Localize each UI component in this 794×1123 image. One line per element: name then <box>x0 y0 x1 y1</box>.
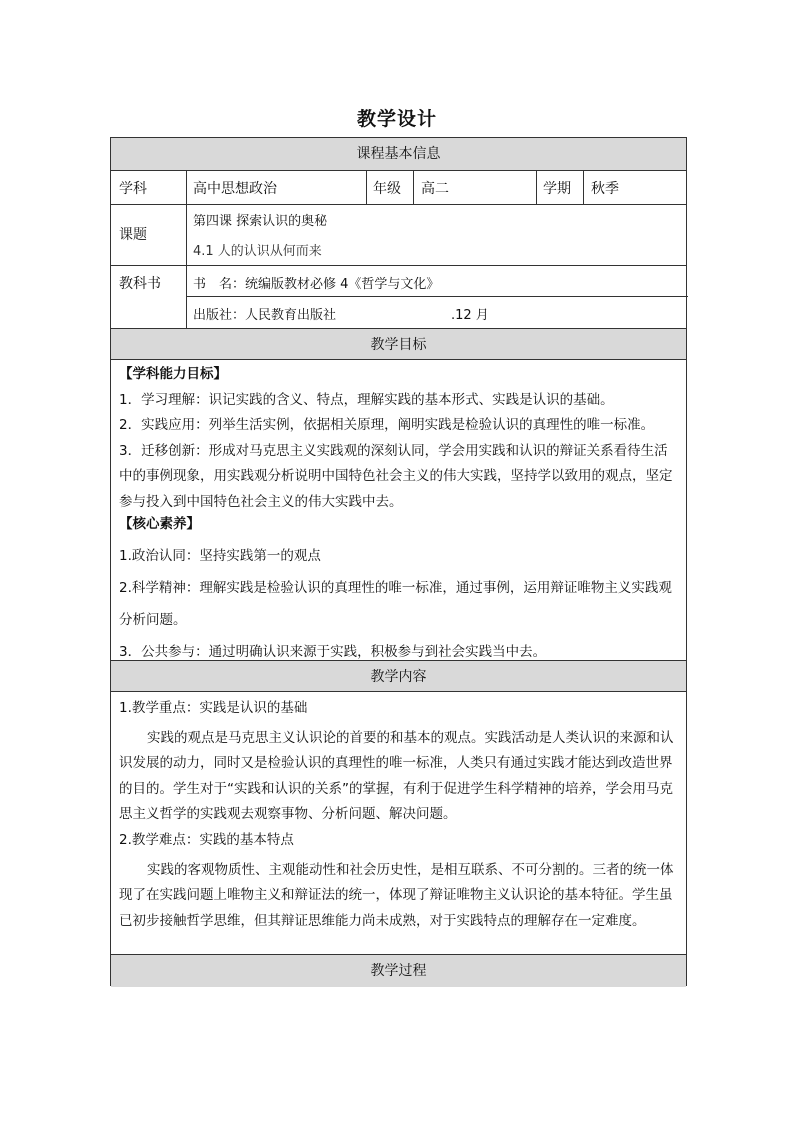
subject-value: 高中思想政治 <box>193 181 277 197</box>
term-label: 学期 <box>543 181 571 197</box>
textbook-name: 书 名：统编版教材必修 4《哲学与文化》 <box>193 277 440 292</box>
core-literacy <box>119 508 681 668</box>
core-item: 1.政治认同：坚持实践第一的观点 <box>119 548 321 564</box>
divider <box>186 296 688 297</box>
teaching-content <box>119 696 681 934</box>
basic-info-header: 课程基本信息 <box>111 138 686 171</box>
subject-label: 学科 <box>119 181 147 197</box>
process-header: 教学过程 <box>111 954 686 987</box>
content-header: 教学内容 <box>111 660 686 692</box>
goals-header: 教学目标 <box>111 328 686 360</box>
publisher: 出版社：人民教育出版社 <box>193 308 337 323</box>
grade-value: 高二 <box>421 181 449 197</box>
core-item: 3．公共参与：通过明确认识来源于实践，积极参与到社会实践当中去。 <box>119 644 547 660</box>
ability-item: 2．实践应用：列举生活实例，依据相关原理，阐明实践是检验认识的真理性的唯一标准。 <box>119 417 655 434</box>
ability-item: 3．迁移创新：形成对马克思主义实践观的深刻认同，学会用实践和认识的辩证关系看待生活中的事例现象，用实践观分析说明中国特色社会主义的伟大实践，坚持学以致用的观点，坚定参与投入到中国特色社会主义的伟大实践中去。 <box>119 442 673 510</box>
document-title: 教学设计 <box>356 108 437 130</box>
divider <box>366 171 367 204</box>
lesson-label: 课题 <box>119 227 147 243</box>
divider <box>186 265 187 328</box>
term-value: 秋季 <box>591 181 619 197</box>
divider <box>111 204 686 205</box>
divider <box>536 171 537 204</box>
lesson-title: 第四课 探索认识的奥秘 <box>193 214 328 229</box>
divider <box>413 171 414 204</box>
grade-label: 年级 <box>373 181 401 197</box>
ability-goals <box>119 362 681 516</box>
lesson-plan-table <box>110 137 687 986</box>
key-point-heading: 1.教学重点：实践是认识的基础 <box>119 700 308 716</box>
core-heading: 【核心素养】 <box>119 516 200 532</box>
lesson-subtitle: 4.1 人的认识从何而来 <box>193 244 322 259</box>
key-point-text: 实践的观点是马克思主义认识论的首要的和基本的观点。实践活动是人类认识的来源和认识发展的动力，同时又是检验认识的真理性的唯一标准，人类只有通过实践才能达到改造世界的目的。学生对于“实践和认识的关系”的掌握，有利于促进学生科学精神的培养，学会用马克思主义哲学的实践观去观察事物、分析问题、解决问题。 <box>119 729 674 823</box>
publish-date: .12 月 <box>451 308 489 323</box>
divider <box>583 171 584 204</box>
textbook-label: 教科书 <box>119 276 161 292</box>
difficulty-heading: 2.教学难点：实践的基本特点 <box>119 831 294 848</box>
ability-item: 1．学习理解：识记实践的含义、特点，理解实践的基本形式、实践是认识的基础。 <box>119 391 614 408</box>
divider <box>111 265 686 266</box>
difficulty-text: 实践的客观物质性、主观能动性和社会历史性，是相互联系、不可分割的。三者的统一体现了在实践问题上唯物主义和辩证法的统一，体现了辩证唯物主义认识论的基本特征。学生虽已初步接触哲学思维，但其辩证思维能力尚未成熟，对于实践特点的理解存在一定难度。 <box>119 861 674 929</box>
ability-heading: 【学科能力目标】 <box>119 366 227 382</box>
core-item: 2.科学精神：理解实践是检验认识的真理性的唯一标准，通过事例，运用辩证唯物主义实践观分析问题。 <box>119 580 672 628</box>
